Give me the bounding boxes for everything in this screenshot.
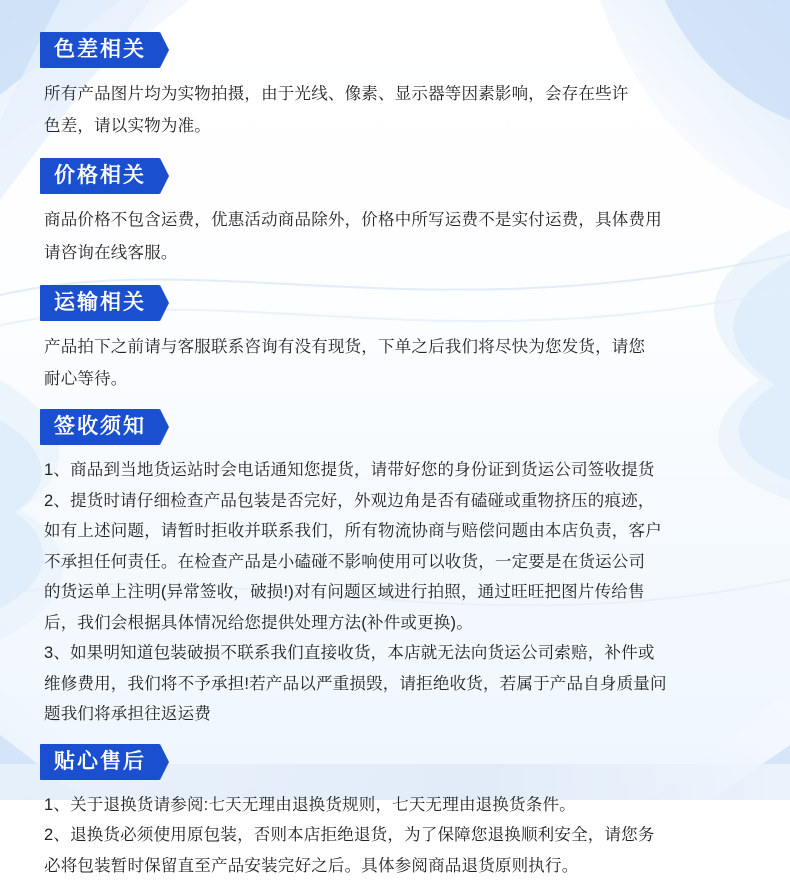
text-line: 2、提货时请仔细检查产品包装是否完好，外观边角是否有磕碰或重物挤压的痕迹，	[44, 491, 655, 510]
section-heading-price: 价格相关	[40, 158, 160, 194]
text-line: 请咨询在线客服。	[44, 243, 178, 262]
text-line: 1、商品到当地货运站时会电话通知您提货，请带好您的身份证到货运公司签收提货	[44, 461, 655, 480]
text-line: 2、退换货必须使用原包装，否则本店拒绝退货，为了保障您退换顺利安全，请您务	[44, 826, 655, 845]
text-line: 题我们将承担往返运费	[44, 705, 211, 724]
section-body-shipping	[40, 331, 774, 395]
text-line: 1、关于退换货请参阅:七天无理由退换货规则，七天无理由退换货条件。	[44, 795, 576, 814]
section-heading-shipping: 运输相关	[40, 285, 160, 321]
section-heading-color: 色差相关	[40, 32, 160, 68]
text-line: 不承担任何责任。在检查产品是小磕碰不影响使用可以收货，一定要是在货运公司	[44, 552, 646, 571]
section-shipping	[40, 285, 774, 395]
section-body-price	[40, 204, 774, 268]
section-body-signing	[40, 455, 774, 730]
text-line: 的货运单上注明(异常签收，破损!)对有问题区域进行拍照，通过旺旺把图片传给售	[44, 583, 645, 602]
text-line: 如有上述问题，请暂时拒收并联系我们，所有物流协商与赔偿问题由本店负责，客户	[44, 522, 662, 541]
text-line: 所有产品图片均为实物拍摄，由于光线、像素、显示器等因素影响，会存在些许	[44, 85, 629, 103]
text-line: 3、如果明知道包装破损不联系我们直接收货，本店就无法向货运公司索赔，补件或	[44, 644, 655, 663]
text-line: 商品价格不包含运费，优惠活动商品除外，价格中所写运费不是实付运费，具体费用	[44, 211, 662, 230]
section-body-after-sales	[40, 790, 774, 881]
section-heading-after-sales: 贴心售后	[40, 744, 160, 780]
text-line: 必将包装暂时保留直至产品安装完好之后。具体参阅商品退货原则执行。	[44, 856, 579, 875]
section-after-sales	[40, 744, 774, 881]
text-line: 色差，请以实物为准。	[44, 117, 211, 136]
text-line: 耐心等待。	[44, 369, 128, 388]
text-line: 维修费用，我们将不予承担!若产品以严重损毁，请拒绝收货，若属于产品自身质量问	[44, 674, 667, 693]
section-price	[40, 158, 774, 268]
text-line: 后，我们会根据具体情况给您提供处理方法(补件或更换)。	[44, 613, 473, 632]
section-heading-signing: 签收须知	[40, 409, 160, 445]
section-signing	[40, 409, 774, 730]
section-body-color	[40, 78, 774, 142]
text-line: 产品拍下之前请与客服联系咨询有没有现货，下单之后我们将尽快为您发货，请您	[44, 337, 646, 356]
section-color	[40, 32, 774, 142]
